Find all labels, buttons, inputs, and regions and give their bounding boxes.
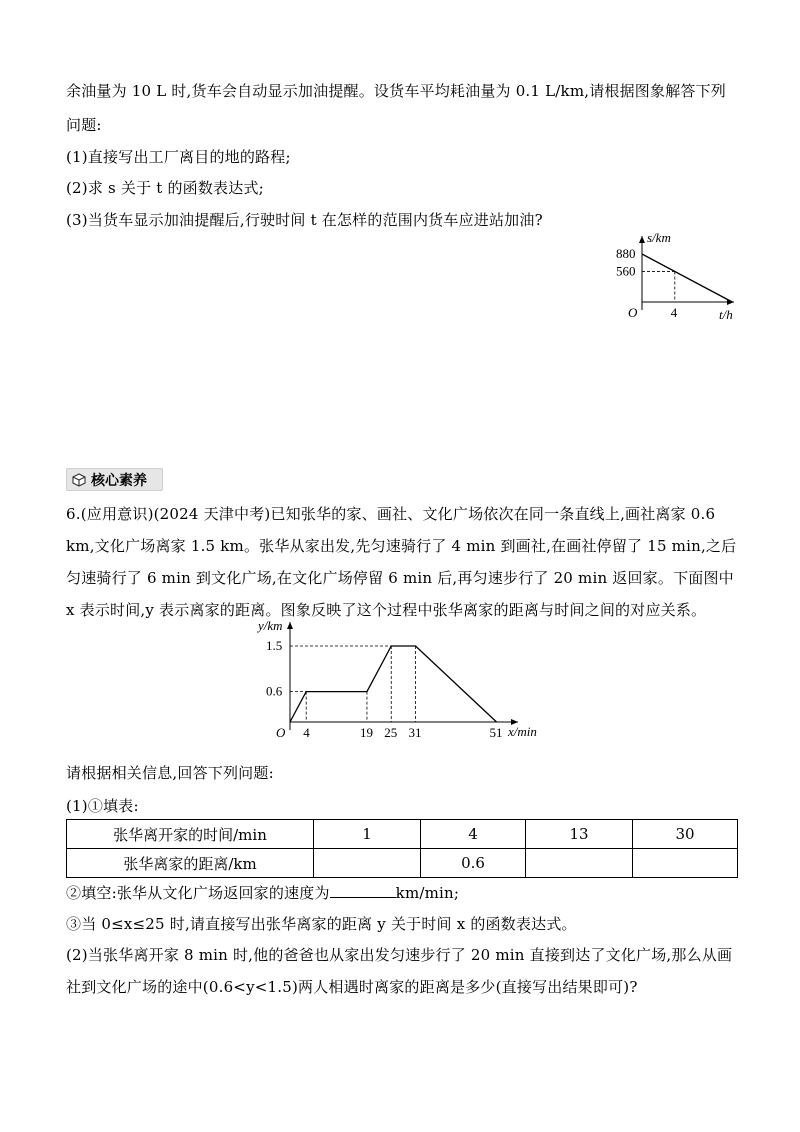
text-line: 匀速骑行了 6 min 到文化广场,在文化广场停留 6 min 后,再匀速步行了 20 min 返回家。下面图中 [66, 569, 734, 587]
text-line: (3)当货车显示加油提醒后,行驶时间 t 在怎样的范围内货车应进站加油? [66, 211, 543, 229]
x-tick-label: 31 [408, 725, 422, 740]
table-cell [526, 849, 633, 878]
chart-distance [250, 618, 550, 742]
x-tick-label: 51 [489, 725, 503, 740]
fill-blank-unit: km/min; [395, 884, 460, 902]
origin-label: O [628, 305, 638, 320]
table-cell: 0.6 [421, 849, 526, 878]
text-line: (2)当张华离开家 8 min 时,他的爸爸也从家出发匀速步行了 20 min 直接到达了文化广场,那么从画 [66, 946, 733, 964]
series-line [290, 646, 497, 722]
text-line: (1)①填表: [66, 797, 139, 815]
text-line: km,文化广场离家 1.5 km。张华从家出发,先匀速骑行了 4 min 到画社,在画社停留了 15 min,之后 [66, 537, 737, 555]
y-tick-label: 560 [616, 263, 636, 279]
y-axis-label: s/km [647, 230, 671, 245]
section-header [66, 468, 163, 491]
x-tick-label: 4 [670, 305, 678, 320]
text-line [66, 882, 459, 903]
y-axis-arrow [287, 622, 293, 629]
y-axis-arrow [639, 236, 645, 243]
fill-blank-text: ②填空:张华从文化广场返回家的速度为 [66, 884, 330, 902]
y-axis-label: y/km [258, 618, 283, 633]
origin-label: O [276, 725, 286, 740]
text-line: 问题: [66, 116, 102, 134]
text-line: ③当 0≤x≤25 时,请直接写出张华离家的距离 y 关于时间 x 的函数表达式。 [66, 915, 577, 933]
table-cell: 4 [421, 820, 526, 849]
y-tick-label: 1.5 [266, 638, 283, 653]
x-axis-label: t/h [719, 307, 733, 322]
answer-blank[interactable] [330, 883, 396, 898]
x-axis-label: x/min [508, 724, 537, 739]
text-line: 请根据相关信息,回答下列问题: [66, 764, 274, 782]
chart-fuel [612, 230, 742, 325]
y-tick-label: 880 [616, 246, 636, 261]
series-line [642, 254, 732, 302]
table-cell: 张华离开家的时间/min [67, 820, 314, 849]
y-tick-label: 0.6 [266, 683, 283, 699]
text-line: 余油量为 10 L 时,货车会自动显示加油提醒。设货车平均耗油量为 0.1 L/km,请根据图象解答下列 [66, 82, 727, 100]
text-line: x 表示时间,y 表示离家的距离。图象反映了这个过程中张华离家的距离与时间之间的对应关系。 [66, 601, 707, 619]
table-cell: 30 [633, 820, 738, 849]
table-cell: 13 [526, 820, 633, 849]
cube-icon [71, 473, 87, 487]
table-cell [314, 849, 421, 878]
text-line: (1)直接写出工厂离目的地的路程; [66, 148, 291, 166]
text-line: 6.(应用意识)(2024 天津中考)已知张华的家、画社、文化广场依次在同一条直线上,画社离家 0.6 [66, 505, 716, 523]
text-line: 社到文化广场的途中(0.6<y<1.5)两人相遇时离家的距离是多少(直接写出结果即可)? [66, 978, 638, 996]
x-tick-label: 19 [359, 725, 373, 740]
x-tick-label: 25 [384, 725, 398, 740]
table-cell: 1 [314, 820, 421, 849]
x-tick-label: 4 [303, 725, 310, 740]
section-title: 核心素养 [91, 472, 147, 489]
fill-table [66, 819, 738, 878]
table-row [67, 820, 738, 849]
text-line: (2)求 s 关于 t 的函数表达式; [66, 179, 264, 197]
table-row [67, 849, 738, 878]
table-cell [633, 849, 738, 878]
table-cell: 张华离家的距离/km [67, 849, 314, 878]
